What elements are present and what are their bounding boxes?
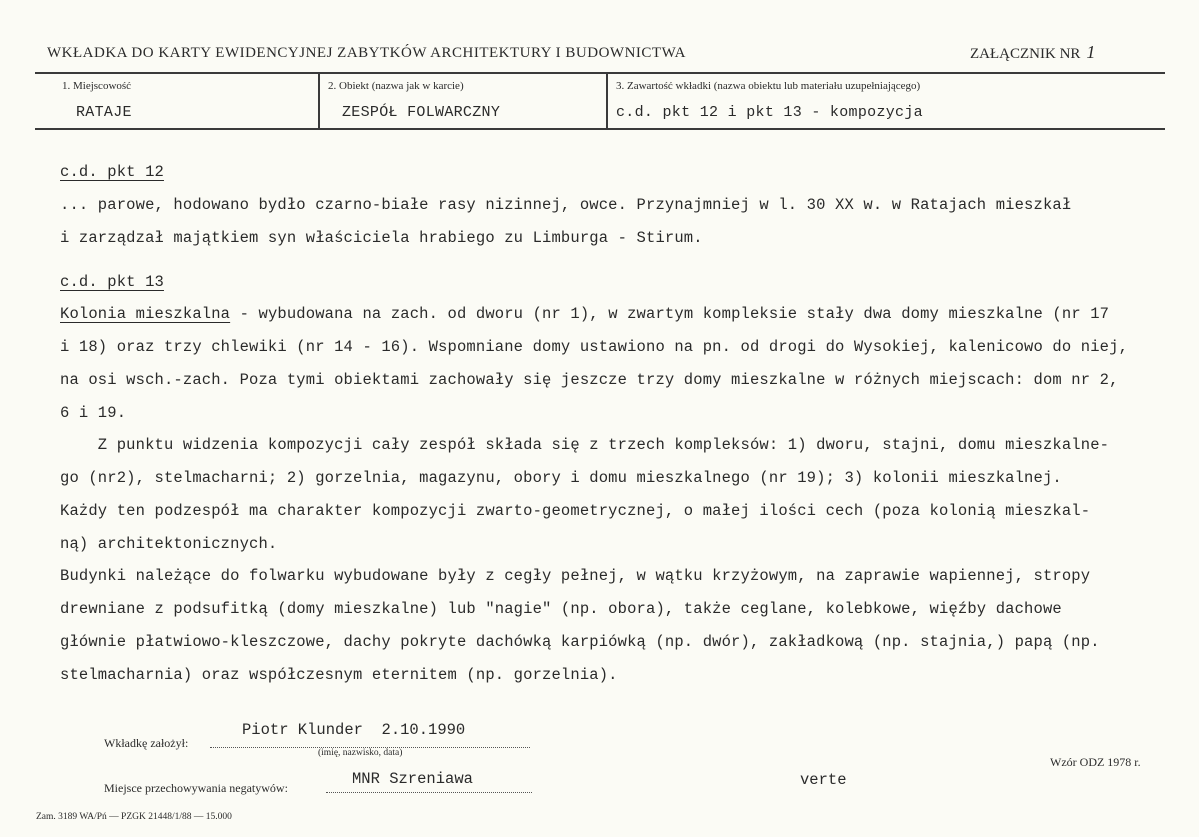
document-title: WKŁADKA DO KARTY EWIDENCYJNEJ ZABYTKÓW ARCHITEKTURY I BUDOWNICTWA <box>47 45 686 61</box>
author-hint: (imię, nazwisko, data) <box>318 748 403 758</box>
section-13-line: drewniane z podsufitką (domy mieszkalne) lub "nagie" (np. obora), także ceglane, kolebkowe, więźby dachowe <box>60 600 1062 618</box>
header-rule-top <box>35 72 1165 74</box>
place-label: 1. Miejscowość <box>62 80 132 92</box>
form-model-note: Wzór ODZ 1978 r. <box>1050 755 1141 769</box>
lead-term: Kolonia mieszkalna <box>60 305 231 323</box>
section-13-line: 6 i 19. <box>60 404 127 422</box>
object-value: ZESPÓŁ FOLWARCZNY <box>342 104 501 121</box>
print-info: Zam. 3189 WA/Pń — PZGK 21448/1/88 — 15.000 <box>36 812 232 822</box>
author-label: Wkładkę założył: <box>104 736 189 750</box>
field-divider-2 <box>606 73 608 129</box>
object-label: 2. Obiekt (nazwa jak w karcie) <box>328 80 464 92</box>
section-13-line: Z punktu widzenia kompozycji cały zespół składa się z trzech kompleksów: 1) dworu, stajni, domu mieszkalne- <box>60 436 1110 454</box>
verte-note: verte <box>800 771 847 789</box>
attachment-number-block <box>970 42 1095 63</box>
negatives-label: Miejsce przechowywania negatywów: <box>104 781 288 795</box>
section-12-line: ... parowe, hodowano bydło czarno-białe rasy nizinnej, owce. Przynajmniej w l. 30 XX w. w Ratajach mieszkał <box>60 196 1072 214</box>
section-13-line: ną) architektonicznych. <box>60 535 278 553</box>
section-13-line: głównie płatwiowo-kleszczowe, dachy pokryte dachówką karpiówką (np. dwór), zakładkową (np. stajnia,) papą (np. <box>60 633 1100 651</box>
author-value: Piotr Klunder 2.10.1990 <box>242 721 466 739</box>
section-13-line: i 18) oraz trzy chlewiki (nr 14 - 16). Wspomniane domy ustawiono na pn. od drogi do Wysokiej, kalenicowo do niej, <box>60 338 1129 356</box>
section-13-line: Każdy ten podzespół ma charakter kompozycji zwarto-geometrycznej, o małej ilości cech (poza kolonią mieszkal- <box>60 502 1091 520</box>
place-value: RATAJE <box>76 104 132 121</box>
section-12-line: i zarządzał majątkiem syn właściciela hrabiego zu Limburga - Stirum. <box>60 229 703 247</box>
section-13-line: na osi wsch.-zach. Poza tymi obiektami zachowały się jeszcze trzy domy mieszkalne w różnych miejscach: dom nr 2, <box>60 371 1119 389</box>
section-13-line: stelmacharnia) oraz współczesnym eternitem (np. gorzelnia). <box>60 666 618 684</box>
section-13-heading: c.d. pkt 13 <box>60 273 164 291</box>
attachment-label: ZAŁĄCZNIK NR <box>970 46 1081 62</box>
content-label: 3. Zawartość wkładki (nazwa obiektu lub materiału uzupełniającego) <box>616 80 921 92</box>
section-12-heading: c.d. pkt 12 <box>60 163 164 181</box>
negatives-value: MNR Szreniawa <box>352 770 473 788</box>
header-rule-bottom <box>35 128 1165 130</box>
section-13-line: Budynki należące do folwarku wybudowane były z cegły pełnej, w wątku krzyżowym, na zaprawie wapiennej, stropy <box>60 567 1091 585</box>
content-value: c.d. pkt 12 i pkt 13 - kompozycja <box>616 104 923 121</box>
section-13-line: go (nr2), stelmacharni; 2) gorzelnia, magazynu, obory i domu mieszkalnego (nr 19); 3) kolonii mieszkalnej. <box>60 469 1062 487</box>
negatives-dotted-line <box>326 791 532 793</box>
field-divider-1 <box>318 73 320 129</box>
attachment-number: 1 <box>1086 42 1096 62</box>
section-13-line: Kolonia mieszkalna - wybudowana na zach. od dworu (nr 1), w zwartym kompleksie stały dwa domy mieszkalne (nr 17 <box>60 305 1110 323</box>
